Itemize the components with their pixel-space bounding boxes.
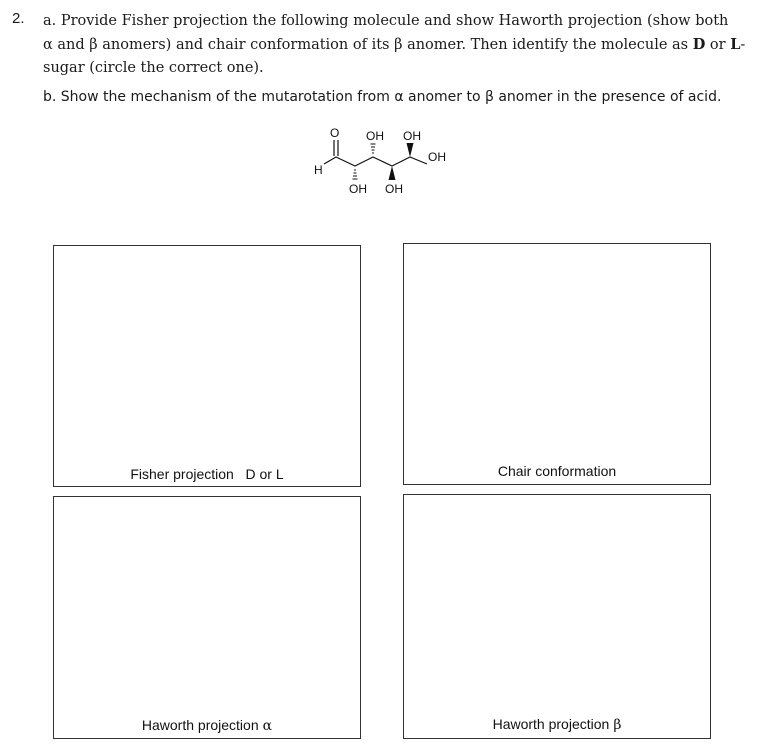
part-b-text: b. Show the mechanism of the mutarotation from α anomer to β anomer in the presence of acid. <box>43 89 722 105</box>
molecule-structure <box>300 122 480 202</box>
fisher-caption-text: Fisher projection <box>130 466 234 482</box>
fisher-projection-box[interactable] <box>53 245 361 487</box>
oh-bottom-2: OH <box>385 182 403 196</box>
part-a-line-2 <box>43 33 755 57</box>
part-a-line-2-text: α and β anomers) and chair conformation of its β anomer. Then identify the molecule as <box>43 37 693 53</box>
oh-top-1: OH <box>366 129 384 143</box>
oxygen-label: O <box>330 126 340 140</box>
haworth-alpha-box[interactable] <box>53 496 361 739</box>
question-number: 2. <box>12 10 25 27</box>
oh-terminal: OH <box>428 150 446 164</box>
hashed-wedge-c2 <box>353 170 358 179</box>
beta-symbol: β <box>613 717 622 733</box>
haworth-beta-box[interactable] <box>403 494 711 739</box>
haworth-alpha-text: Haworth projection <box>141 717 259 733</box>
haworth-alpha-caption <box>54 717 360 734</box>
solid-wedge-c4 <box>389 166 396 180</box>
d-label: D <box>692 36 706 53</box>
aldehyde-h-label: H <box>314 163 323 177</box>
haworth-beta-text: Haworth projection <box>492 716 610 732</box>
oh-bottom-1: OH <box>349 182 367 196</box>
fisher-caption <box>54 466 360 482</box>
solid-wedge-c5 <box>407 143 414 157</box>
chair-caption: Chair conformation <box>497 463 617 479</box>
hyphen: - <box>740 37 746 53</box>
part-a-line-1: a. Provide Fisher projection the following molecule and show Haworth projection (show both <box>43 13 729 29</box>
carbon-chain <box>324 157 427 166</box>
hashed-wedge-c3 <box>371 144 376 153</box>
part-a-line-3: sugar (circle the correct one). <box>43 60 264 76</box>
haworth-beta-caption <box>404 716 710 733</box>
l-label: L <box>730 36 741 53</box>
alpha-symbol: α <box>262 718 273 734</box>
part-a-text <box>43 10 755 80</box>
d-or-l-choice[interactable]: D or L <box>245 466 284 482</box>
chair-conformation-box[interactable] <box>403 243 711 485</box>
oh-top-2: OH <box>403 129 421 143</box>
or-text: or <box>705 37 731 53</box>
